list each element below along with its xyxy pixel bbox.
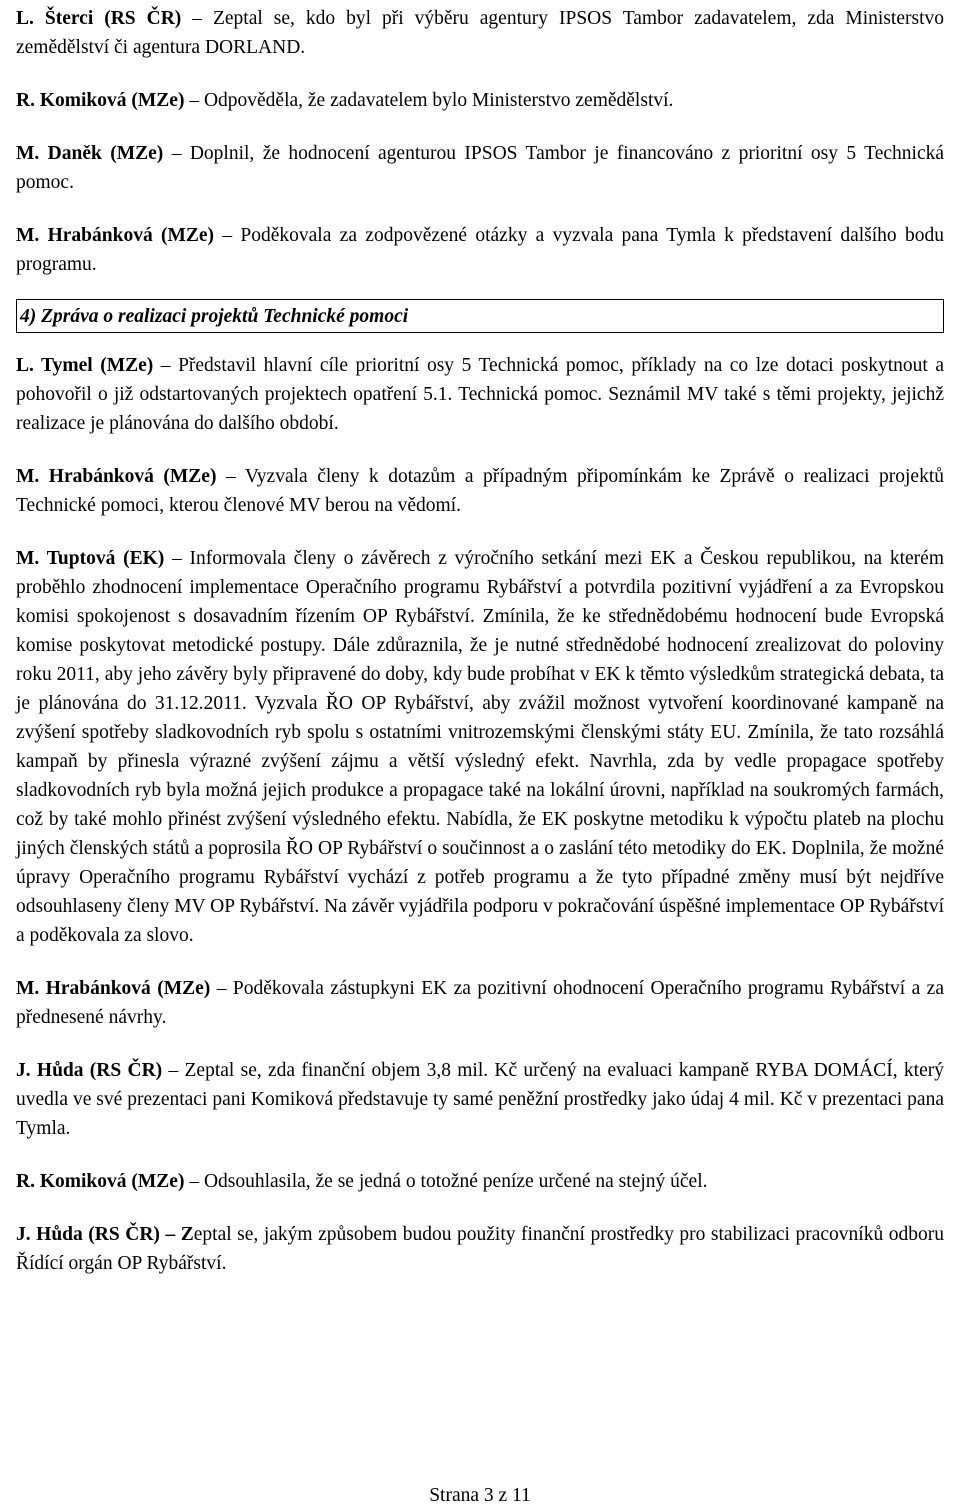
statement-text: – Zeptal se, zda finanční objem 3,8 mil. Kč určený na evaluaci kampaně RYBA DOMÁCÍ, který uvedla ve své prezentaci pani Komiková představuje ty samé peněžní prostředky jako údaj 4 mil. Kč v prezentaci pana Tymla. [16, 1060, 944, 1139]
minutes-paragraph [16, 4, 944, 62]
statement-text: – Vyzvala členy k dotazům a případným připomínkám ke Zprávě o realizaci projektů Technické pomoci, kterou členové MV berou na vědomí. [16, 466, 944, 516]
minutes-paragraph [16, 1056, 944, 1143]
statement-text: – Odsouhlasila, že se jedná o totožné peníze určené na stejný účel. [184, 1171, 708, 1192]
minutes-paragraph [16, 221, 944, 279]
statement-text: – Zeptal se, kdo byl při výběru agentury IPSOS Tambor zadavatelem, zda Ministerstvo zemědělství či agentura DORLAND. [16, 8, 944, 58]
statement-text: – Poděkovala za zodpovězené otázky a vyzvala pana Tymla k představení dalšího bodu programu. [16, 225, 944, 275]
speaker-name: L. Tymel (MZe) [16, 355, 154, 376]
statement-text: – Informovala členy o závěrech z výročního setkání mezi EK a Českou republikou, na kterém proběhlo zhodnocení implementace Operačního programu Rybářství a potvrdila pozitivní vyjádření a za Evropskou komisi spokojenost s dosavadním řízením OP Rybářství. Zmínila, že ke střednědobému hodnocení bude Evropská komise poskytovat metodické postupy. Dále zdůraznila, že je nutné střednědobé hodnocení zrealizovat do poloviny roku 2011, aby jeho závěry byly připravené do doby, kdy bude probíhat v EK k těmto výsledkům strategická debata, ta je plánována do 31.12.2011. Vyzvala ŘO OP Rybářství, aby zvážil možnost vytvoření koordinované kampaně na zvýšení spotřeby sladkovodních ryb spolu s ostatními vnitrozemskými členskými státy EU. Zmínila, že tato rozsáhlá kampaň by přinesla výrazné zvýšení zájmu a větší výsledný efekt. Navrhla, zda by vedle propagace spotřeby sladkovodních ryb byla možná jejich produkce a propagace také na lokální úrovni, například na soukromých farmách, což by také mohlo přinést zvýšení výsledného efektu. Nabídla, že EK poskytne metodiku k výpočtu plateb na plochu jiných členských států a poprosila ŘO OP Rybářství o součinnost a o zaslání této metodiky do EK. Doplnila, že možné úpravy Operačního programu Rybářství vychází z potřeb programu a že tyto případné změny musí být nejdříve odsouhlaseny členy MV OP Rybářství. Na závěr vyjádřila podporu v pokračování úspěšné implementace OP Rybářství a poděkovala za slovo. [16, 548, 944, 946]
statement-text: – Poděkovala zástupkyni EK za pozitivní ohodnocení Operačního programu Rybářství a za přednesené návrhy. [16, 978, 944, 1028]
section-heading: 4) Zpráva o realizaci projektů Technické pomoci [16, 299, 944, 333]
speaker-name: J. Hůda (RS ČR) [16, 1060, 163, 1081]
statement-text: – Představil hlavní cíle prioritní osy 5 Technická pomoc, příklady na co lze dotaci poskytnout a pohovořil o již odstartovaných projektech opatření 5.1. Technická pomoc. Seznámil MV také s těmi projekty, jejichž realizace je plánována do dalšího období. [16, 355, 944, 434]
page-number: Strana 3 z 11 [429, 1485, 531, 1506]
speaker-name: L. Šterci (RS ČR) [16, 8, 182, 29]
statement-text: – Odpověděla, že zadavatelem bylo Ministerstvo zemědělství. [184, 90, 674, 111]
minutes-paragraph [16, 1167, 944, 1196]
minutes-paragraph [16, 86, 944, 115]
speaker-name: R. Komiková (MZe) [16, 90, 185, 111]
minutes-paragraph [16, 139, 944, 197]
speaker-name: M. Hrabánková (MZe) [16, 466, 217, 487]
speaker-name: J. Hůda (RS ČR) – Z [16, 1224, 194, 1245]
document-page [16, 4, 944, 1302]
statement-text: eptal se, jakým způsobem budou použity finanční prostředky pro stabilizaci pracovníků odboru Řídící orgán OP Rybářství. [16, 1224, 944, 1274]
minutes-paragraph [16, 462, 944, 520]
statement-text: – Doplnil, že hodnocení agenturou IPSOS Tambor je financováno z prioritní osy 5 Technická pomoc. [16, 143, 945, 193]
speaker-name: M. Tuptová (EK) [16, 548, 165, 569]
speaker-name: M. Daněk (MZe) [16, 143, 164, 164]
speaker-name: M. Hrabánková (MZe) [16, 225, 215, 246]
minutes-paragraph [16, 974, 944, 1032]
minutes-paragraph [16, 544, 944, 950]
minutes-paragraph [16, 1220, 944, 1278]
speaker-name: R. Komiková (MZe) [16, 1171, 185, 1192]
minutes-paragraph [16, 351, 944, 438]
speaker-name: M. Hrabánková (MZe) [16, 978, 211, 999]
